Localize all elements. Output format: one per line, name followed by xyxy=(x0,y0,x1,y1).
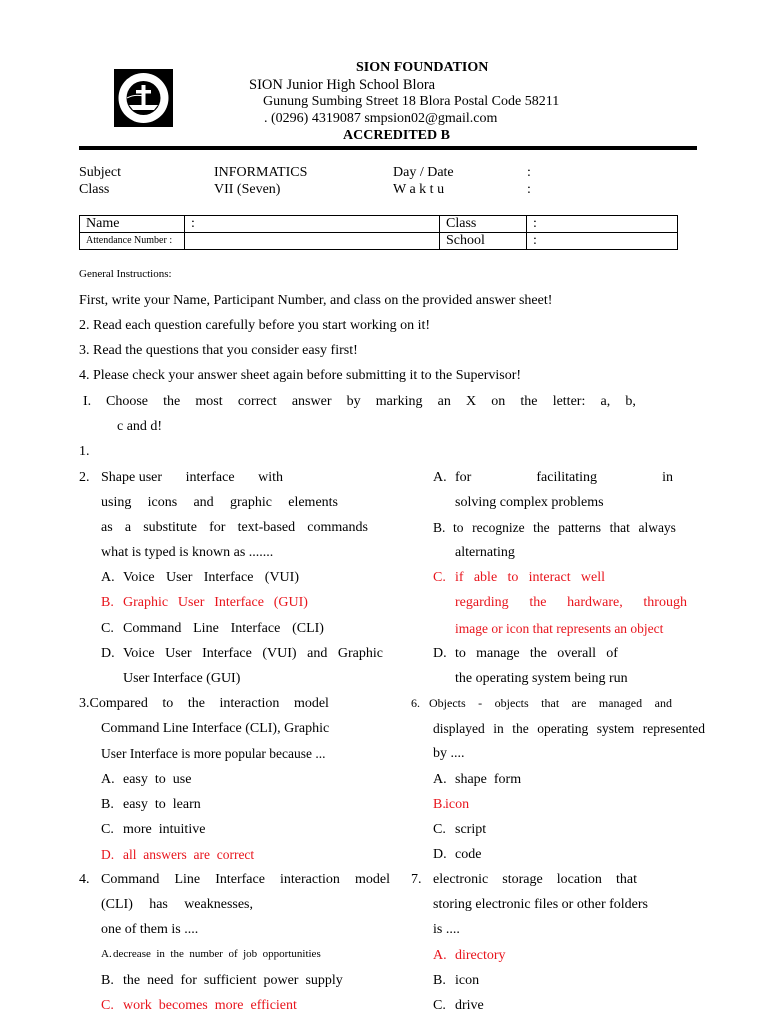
question-6-option-a-letter[interactable]: A. xyxy=(433,772,447,787)
question-3-option-b-letter[interactable]: B. xyxy=(101,797,114,812)
subject-label: Subject xyxy=(79,165,121,180)
question-2-option-c[interactable] xyxy=(123,621,324,637)
question-6-option-d[interactable]: code xyxy=(455,847,482,862)
word: in xyxy=(493,721,504,736)
question-4-line3: one of them is .... xyxy=(101,922,199,937)
word: to xyxy=(455,646,466,661)
word: Voice xyxy=(123,646,155,661)
word: the xyxy=(163,394,181,409)
word: if xyxy=(455,570,464,585)
question-3-option-d-correct[interactable]: all answers are correct xyxy=(123,847,255,862)
word: storage xyxy=(502,872,543,887)
attendance-label-cell xyxy=(80,233,185,250)
word: b, xyxy=(625,394,636,409)
word: 3.Compared xyxy=(79,696,148,711)
word: (VUI) xyxy=(262,646,297,661)
day-date-label: Day / Date xyxy=(393,165,454,180)
word: weaknesses, xyxy=(184,897,253,912)
right-option-d-line1[interactable] xyxy=(455,646,618,662)
question-2-option-b-letter[interactable]: B. xyxy=(101,595,114,610)
section-instruction-line1 xyxy=(106,394,636,410)
word: Graphic xyxy=(123,595,169,610)
word: User xyxy=(165,570,193,585)
word: graphic xyxy=(229,495,272,510)
question-2-line3 xyxy=(101,520,368,536)
name-label: Name xyxy=(80,216,185,233)
question-7-option-b-letter[interactable]: B. xyxy=(433,973,446,988)
word: through xyxy=(643,595,687,610)
question-2-option-d-cont: User Interface (GUI) xyxy=(123,671,241,686)
word: displayed xyxy=(433,721,485,736)
word: using xyxy=(101,495,132,510)
school-name: SION Junior High School Blora xyxy=(249,77,436,93)
question-3-option-b[interactable]: easy to learn xyxy=(123,797,201,812)
question-2-option-d[interactable] xyxy=(123,646,383,662)
word: Line xyxy=(193,621,219,636)
question-2-option-b-correct[interactable] xyxy=(123,595,308,611)
question-3-line2: Command Line Interface (CLI), Graphic xyxy=(101,721,330,736)
word: system xyxy=(596,721,635,736)
word: for xyxy=(455,470,472,485)
right-option-c-line2-correct xyxy=(455,595,687,611)
word: the xyxy=(533,520,550,535)
question-2-number: 2. xyxy=(79,470,90,485)
word: correct xyxy=(237,394,277,409)
word: Interface xyxy=(215,872,265,887)
school-logo xyxy=(114,69,173,127)
school-field[interactable]: : xyxy=(527,233,678,250)
question-4-number: 4. xyxy=(79,872,90,887)
question-6-number: 6. xyxy=(411,696,420,710)
word: that xyxy=(615,872,637,887)
foundation-title: SION FOUNDATION xyxy=(356,60,489,75)
question-7-number: 7. xyxy=(411,872,422,887)
right-option-b-line2: alternating xyxy=(455,545,515,560)
word: with xyxy=(258,470,283,485)
word: - xyxy=(478,696,483,710)
word: letter: xyxy=(552,394,586,409)
word: Voice xyxy=(123,570,155,585)
word: (CLI) xyxy=(101,897,133,912)
word: (GUI) xyxy=(273,595,308,610)
word: answer xyxy=(291,394,332,409)
question-7-line3: is .... xyxy=(433,922,460,937)
question-7-option-c[interactable]: drive xyxy=(455,998,484,1013)
question-7-option-a-letter[interactable]: A. xyxy=(433,948,447,963)
word: location xyxy=(556,872,602,887)
word: Line xyxy=(174,872,201,887)
word: Command xyxy=(101,872,160,887)
word: patterns xyxy=(558,520,602,535)
class-value: VII (Seven) xyxy=(214,182,281,197)
word: an xyxy=(437,394,451,409)
right-option-d-letter[interactable]: D. xyxy=(433,646,447,661)
word: represented xyxy=(642,721,705,736)
question-7-option-b[interactable]: icon xyxy=(455,973,480,988)
word: model xyxy=(293,696,329,711)
question-7-option-c-letter[interactable]: C. xyxy=(433,998,446,1013)
question-2-option-c-letter[interactable]: C. xyxy=(101,621,114,636)
word: commands xyxy=(307,520,368,535)
word: substitute xyxy=(143,520,197,535)
question-4-option-c-correct[interactable]: work becomes more efficient xyxy=(123,998,297,1013)
attendance-field[interactable] xyxy=(185,233,440,250)
word: as xyxy=(101,520,113,535)
word: most xyxy=(195,394,223,409)
school-contact: . (0296) 4319087 smpsion02@gmail.com xyxy=(264,111,498,126)
word: the xyxy=(529,595,547,610)
word: to xyxy=(453,520,464,535)
word: the xyxy=(520,394,538,409)
section-numeral: I. xyxy=(83,394,92,409)
question-4-option-a[interactable]: decrease in the number of job opportunities xyxy=(113,948,321,960)
word: interaction xyxy=(219,696,280,711)
word: able xyxy=(473,570,498,585)
word: and xyxy=(193,495,214,510)
instructions-heading: General Instructions: xyxy=(79,268,172,280)
word: facilitating xyxy=(536,470,598,485)
question-4-option-b-letter[interactable]: B. xyxy=(101,973,114,988)
word: the xyxy=(512,721,529,736)
question-3-option-a[interactable]: easy to use xyxy=(123,772,192,787)
school-label: School xyxy=(440,233,527,250)
word: User xyxy=(165,646,192,661)
word: Objects xyxy=(429,696,466,710)
question-2-option-a-letter[interactable]: A. xyxy=(101,570,115,585)
word: recognize xyxy=(472,520,525,535)
word: X xyxy=(465,394,477,409)
question-3-option-d-letter[interactable]: D. xyxy=(101,847,115,862)
word: Interface xyxy=(230,621,281,636)
subject-value: INFORMATICS xyxy=(214,165,308,180)
word: a, xyxy=(600,394,611,409)
question-4-option-a-letter[interactable]: A. xyxy=(101,948,112,960)
word: Command xyxy=(123,621,182,636)
question-6-option-c[interactable]: script xyxy=(455,822,487,837)
instruction-3: 3. Read the questions that you consider easy first! xyxy=(79,343,358,358)
question-6-option-a[interactable]: shape form xyxy=(455,772,522,787)
instruction-4: 4. Please check your answer sheet again before submitting it to the Supervisor! xyxy=(79,368,522,383)
question-2-line2 xyxy=(101,495,338,511)
question-6-option-b-letter[interactable]: B. xyxy=(433,797,446,812)
right-option-a-line1[interactable] xyxy=(455,470,673,486)
accreditation: ACCREDITED B xyxy=(343,128,450,143)
right-option-d-line2: the operating system being run xyxy=(455,671,628,686)
question-6-line3: by .... xyxy=(433,746,465,761)
word: has xyxy=(149,897,168,912)
school-address: Gunung Sumbing Street 18 Blora Postal Code 58211 xyxy=(263,94,560,109)
word: on xyxy=(491,394,506,409)
instruction-2: 2. Read each question carefully before you start working on it! xyxy=(79,318,431,333)
question-3-line3: User Interface is more popular because ... xyxy=(101,746,326,761)
question-3-line1 xyxy=(79,696,329,712)
right-option-c-line1-correct[interactable] xyxy=(455,570,605,586)
question-3-option-c[interactable]: more intuitive xyxy=(123,822,206,837)
word: Interface xyxy=(214,595,264,610)
word: regarding xyxy=(455,595,509,610)
class-label: Class xyxy=(79,182,110,197)
question-2-line4: what is typed is known as ....... xyxy=(101,545,274,560)
word: icons xyxy=(147,495,178,510)
question-6-line2 xyxy=(433,721,705,737)
word: well xyxy=(580,570,605,585)
word: to xyxy=(162,696,174,711)
word: that xyxy=(609,520,630,535)
time-label: W a k t u xyxy=(393,182,445,197)
question-4-option-c-letter[interactable]: C. xyxy=(101,998,114,1013)
word: interact xyxy=(528,570,571,585)
word: to xyxy=(507,570,519,585)
attendance-colon: : xyxy=(169,235,173,246)
right-option-a-line2: solving complex problems xyxy=(455,495,604,510)
word: User xyxy=(177,595,205,610)
question-6-option-d-letter[interactable]: D. xyxy=(433,847,447,862)
class-field[interactable]: : xyxy=(527,216,678,233)
question-7-line1 xyxy=(433,872,637,888)
word: that xyxy=(541,696,560,710)
word: always xyxy=(638,520,676,535)
class-table-label: Class xyxy=(440,216,527,233)
instruction-1: First, write your Name, Participant Number, and class on the provided answer sheet! xyxy=(79,293,553,308)
word: in xyxy=(662,470,673,485)
name-field[interactable]: : xyxy=(185,216,440,233)
word: and xyxy=(654,696,672,710)
right-option-c-line3-correct: image or icon that represents an object xyxy=(455,621,664,636)
right-option-c-letter[interactable]: C. xyxy=(433,570,446,585)
question-4-line1 xyxy=(101,872,390,888)
word: hardware, xyxy=(567,595,623,610)
word: by xyxy=(346,394,361,409)
word: for xyxy=(209,520,226,535)
question-2-option-a[interactable] xyxy=(123,570,299,586)
word: the xyxy=(529,646,547,661)
time-value: : xyxy=(527,182,531,197)
question-4-line2 xyxy=(101,897,253,913)
word: and xyxy=(307,646,328,661)
word: overall xyxy=(557,646,597,661)
section-instruction-line2: c and d! xyxy=(117,419,163,434)
word: elements xyxy=(288,495,338,510)
word: a xyxy=(124,520,132,535)
word: managed xyxy=(598,696,643,710)
word: (VUI) xyxy=(264,570,299,585)
day-date-value: : xyxy=(527,165,531,180)
word: operating xyxy=(537,721,589,736)
question-6-option-b-correct[interactable]: icon xyxy=(445,797,470,812)
question-3-option-c-letter[interactable]: C. xyxy=(101,822,114,837)
word: Interface xyxy=(203,570,254,585)
word: are xyxy=(571,696,587,710)
student-info-table xyxy=(79,215,678,250)
question-7-line2: storing electronic files or other folders xyxy=(433,897,648,912)
question-1-number: 1. xyxy=(79,444,90,459)
word: objects xyxy=(494,696,529,710)
word: (CLI) xyxy=(292,621,324,636)
word: interaction xyxy=(280,872,340,887)
word: interface xyxy=(185,470,235,485)
attendance-label: Attendance Number xyxy=(86,235,167,246)
right-option-a-letter[interactable]: A. xyxy=(433,470,447,485)
question-2-option-d-letter[interactable]: D. xyxy=(101,646,115,661)
word: of xyxy=(606,646,618,661)
question-6-option-c-letter[interactable]: C. xyxy=(433,822,446,837)
header-divider xyxy=(79,146,697,150)
question-4-option-b[interactable]: the need for sufficient power supply xyxy=(123,973,343,988)
word: model xyxy=(354,872,390,887)
right-option-b-line1[interactable] xyxy=(453,520,676,536)
right-option-b-letter[interactable]: B. xyxy=(433,520,446,535)
word: marking xyxy=(375,394,423,409)
word: the xyxy=(187,696,205,711)
question-6-line1 xyxy=(429,696,672,711)
question-2-line1 xyxy=(101,470,283,486)
word: Interface xyxy=(202,646,252,661)
question-3-option-a-letter[interactable]: A. xyxy=(101,772,115,787)
word: Shape user xyxy=(101,470,163,485)
question-7-option-a-correct[interactable]: directory xyxy=(455,948,506,963)
word: text-based xyxy=(237,520,296,535)
word: Graphic xyxy=(337,646,383,661)
word: electronic xyxy=(433,872,489,887)
word: manage xyxy=(476,646,520,661)
logo-emblem-icon xyxy=(114,69,173,127)
word: Choose xyxy=(106,394,148,409)
